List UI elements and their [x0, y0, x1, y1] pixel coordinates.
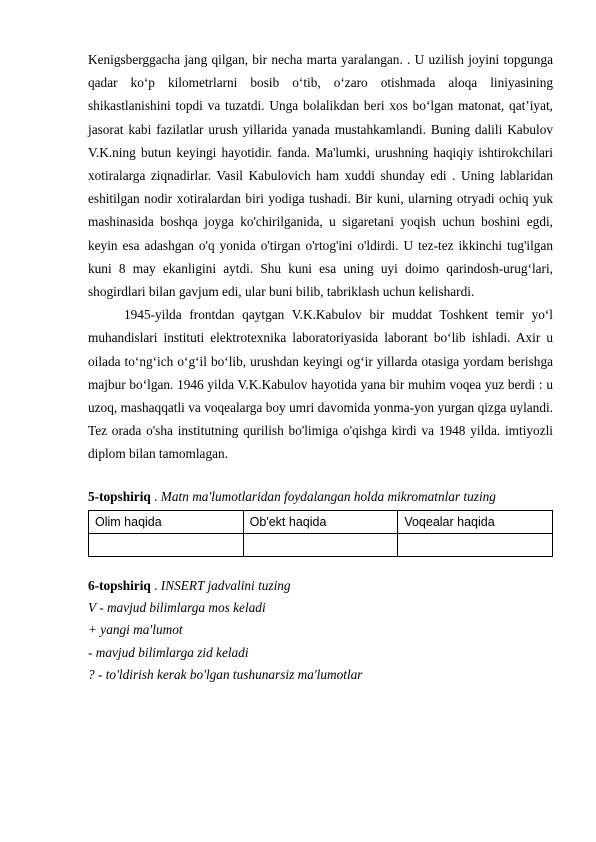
legend-item: - mavjud bilimlarga zid keladi [88, 644, 249, 660]
document-page [88, 48, 553, 687]
legend-item: V - mavjud bilimlarga mos keladi [88, 599, 266, 615]
task6-label: 6-topshiriq [88, 577, 151, 593]
paragraph-1: Kenigsberggacha jang qilgan, bir necha marta yaralangan. . U uzilish joyini topgunga qadar ko‘p kilometrlarni bosib o‘tib, o‘zaro otishmada aloqa liniyasining shikastlanishini topdi va tuzatdi. Unga bolalikdan beri xos bo‘lgan matonat, qat’iyat, jasorat kabi fazilatlar urush yillarida yanada mustahkamlandi. Buning dalili Kabulov V.K.ning butun keyingi hayotidir. fanda. Ma'lumki, urushning haqiqiy ishtirokchilari xotiralarga ziqnadirlar. Vasil Kabulovich ham xuddi shunday edi . Uning lablaridan eshitilgan nodir xotiralardan biri yodiga tushadi. Bir kuni, ularning otryadi ochiq yuk mashinasida boshqa joyga ko'chirilganida, u sigaretani yoqish uchun boshini egdi, keyin esa adashgan o'q yonida o'tirgan o'rtog'ini o'ldirdi. U tez-tez ikkinchi tug'ilgan kuni 8 may ekanligini aytdi. Shu kuni esa uning uyi doimo qarindosh-urug‘lari, shogirdlari bilan gavjum edi, ular buni bilib, tabriklash uchun kelishardi. [88, 52, 553, 300]
task6-instruction: INSERT jadvalini tuzing [160, 577, 291, 593]
task6-heading [88, 575, 553, 597]
table-header-row [89, 510, 553, 533]
task5-label: 5-topshiriq [88, 488, 151, 504]
paragraph-2: 1945-yilda frontdan qaytgan V.K.Kabulov bir muddat Toshkent temir yo‘l muhandislari instituti elektrotexnika laboratoriyasida laborant bo‘lib ishladi. Axir u oilada to‘ng‘ich o‘g‘il bo‘lib, urushdan keyingi og‘ir yillarda otasiga yordam berishga majbur bo‘lgan. 1946 yilda V.K.Kabulov hayotida yana bir muhim voqea yuz berdi : u uzoq, mashaqqatli va voqealarga boy umri davomida yonma-yon yurgan qizga uylandi. Tez orada o'sha institutning qurilish bo'limiga o'qishga kirdi va 1948 yilda. imtiyozli diplom bilan tamomlagan. [88, 307, 553, 462]
task6-separator: . [150, 577, 161, 593]
micro-texts-table [88, 510, 553, 557]
task5-instruction: Matn ma'lumotlaridan foydalangan holda mikromatnlar tuzing [160, 488, 496, 504]
table-cell-empty[interactable] [243, 533, 398, 556]
table-header-cell: Olim haqida [89, 510, 244, 533]
table-cell-empty[interactable] [398, 533, 553, 556]
table-row [89, 533, 553, 556]
legend-item: ? - to'ldirish kerak bo'lgan tushunarsiz ma'lumotlar [88, 667, 363, 683]
task5-heading [88, 486, 553, 508]
task5-separator: . [150, 488, 161, 504]
table-cell-empty[interactable] [89, 533, 244, 556]
legend-item: + yangi ma'lumot [88, 622, 183, 638]
table-header-cell: Ob'ekt haqida [243, 510, 398, 533]
table-header-cell: Voqealar haqida [398, 510, 553, 533]
